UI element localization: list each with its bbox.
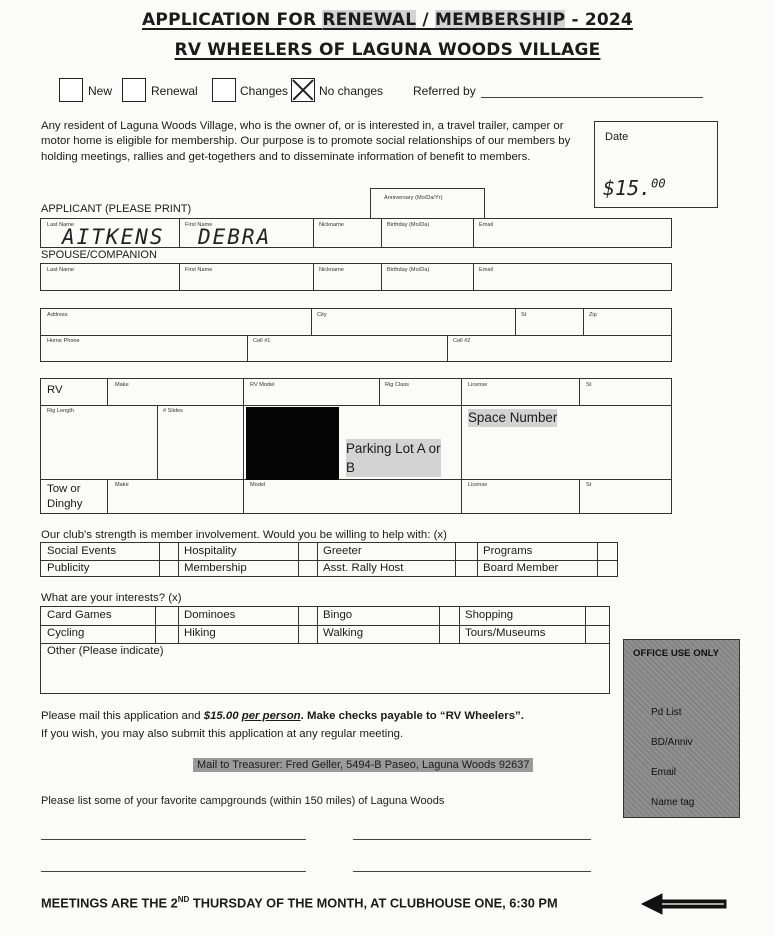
new-checkbox[interactable] xyxy=(59,78,83,102)
form-title: APPLICATION FOR RENEWAL / MEMBERSHIP - 2024 xyxy=(142,10,633,30)
applicant-last-name[interactable]: AITKENS xyxy=(62,225,165,249)
interests-table[interactable]: Card Games Dominoes Bingo Shopping Cycling Hiking Walking Tours/Museums Other (Please indicate) xyxy=(40,606,610,694)
space-number-label: Space Number xyxy=(468,410,558,425)
date-amount: $15.00 xyxy=(603,176,666,200)
parking-lot-label: Parking Lot A or B xyxy=(346,441,441,475)
treasurer-address: Mail to Treasurer: Fred Geller, 5494-B Paseo, Laguna Woods 92637 xyxy=(193,758,533,772)
campgrounds-prompt: Please list some of your favorite campgrounds (within 150 miles) of Laguna Woods xyxy=(41,795,445,807)
applicant-first-name[interactable]: DEBRA xyxy=(198,225,272,249)
changes-label: Changes xyxy=(240,84,289,98)
mail-line2: If you wish, you may also submit this application at any regular meeting. xyxy=(41,728,404,740)
redacted-block xyxy=(246,407,339,480)
date-label: Date xyxy=(605,131,629,143)
renewal-label: Renewal xyxy=(151,84,198,98)
renewal-checkbox[interactable] xyxy=(122,78,146,102)
spouse-row[interactable]: Last Name First Name Nickname Birthday (Mo/Da) Email xyxy=(40,263,672,291)
volunteer-table[interactable]: Social Events Hospitality Greeter Programs Publicity Membership Asst. Rally Host Board Member xyxy=(40,542,618,577)
office-use-box: OFFICE USE ONLY Pd List BD/Anniv Email Name tag xyxy=(623,639,740,818)
applicant-heading: APPLICANT (PLEASE PRINT) xyxy=(41,203,192,215)
date-box[interactable] xyxy=(594,121,718,208)
anniversary-box[interactable] xyxy=(370,188,485,219)
rv-label: RV xyxy=(47,384,63,396)
intro-paragraph: Any resident of Laguna Woods Village, who is the owner of, or is interested in, a travel trailer, camper or motor home is eligible for membership. Our purpose is to promote social relationships of our members by holding meetings, rallies and get-togethers and to disseminate information of benefit to members. xyxy=(41,120,571,163)
campground-line-1[interactable] xyxy=(41,839,306,840)
spouse-heading: SPOUSE/COMPANION xyxy=(41,249,157,261)
address-block[interactable]: Address City St Zip Home Phone Cell #1 Cell #2 xyxy=(40,308,672,362)
campground-line-3[interactable] xyxy=(41,871,306,872)
referred-by-line[interactable] xyxy=(481,97,703,98)
applicant-row[interactable]: Last Name AITKENS First Name DEBRA Nickname Birthday (Mo/Da) Email xyxy=(40,218,672,248)
no-changes-checkbox[interactable] xyxy=(291,78,315,102)
no-changes-label: No changes xyxy=(319,84,384,98)
campground-line-2[interactable] xyxy=(353,839,591,840)
title-membership-highlight: MEMBERSHIP xyxy=(434,10,566,30)
other-label: Other (Please indicate) xyxy=(47,645,164,657)
volunteer-prompt: Our club's strength is member involvement. Would you be willing to help with: (x) xyxy=(41,529,447,541)
title-renewal-highlight: RENEWAL xyxy=(322,10,417,30)
mail-line1: Please mail this application and $15.00 per person. Make checks payable to “RV Wheelers”. xyxy=(41,710,524,722)
rv-block[interactable]: RV Make RV Model Rig Class License St Rig Length # Slides Parking Lot A or B Space Number Tow or Dinghy Make Model License St xyxy=(40,378,672,514)
changes-checkbox[interactable] xyxy=(212,78,236,102)
interests-prompt: What are your interests? (x) xyxy=(41,592,182,604)
tow-label: Tow or Dinghy xyxy=(47,483,83,510)
office-use-title: OFFICE USE ONLY xyxy=(633,648,720,659)
form-subtitle: RV WHEELERS OF LAGUNA WOODS VILLAGE xyxy=(174,40,601,60)
new-label: New xyxy=(88,84,113,98)
referred-by-label: Referred by xyxy=(413,84,476,98)
meetings-notice: MEETINGS ARE THE 2ND THURSDAY OF THE MONTH, AT CLUBHOUSE ONE, 6:30 PM xyxy=(41,895,558,911)
anniversary-label: Anniversary (Mo/Da/Yr) xyxy=(384,195,443,201)
left-arrow-icon xyxy=(640,891,730,917)
campground-line-4[interactable] xyxy=(353,871,591,872)
